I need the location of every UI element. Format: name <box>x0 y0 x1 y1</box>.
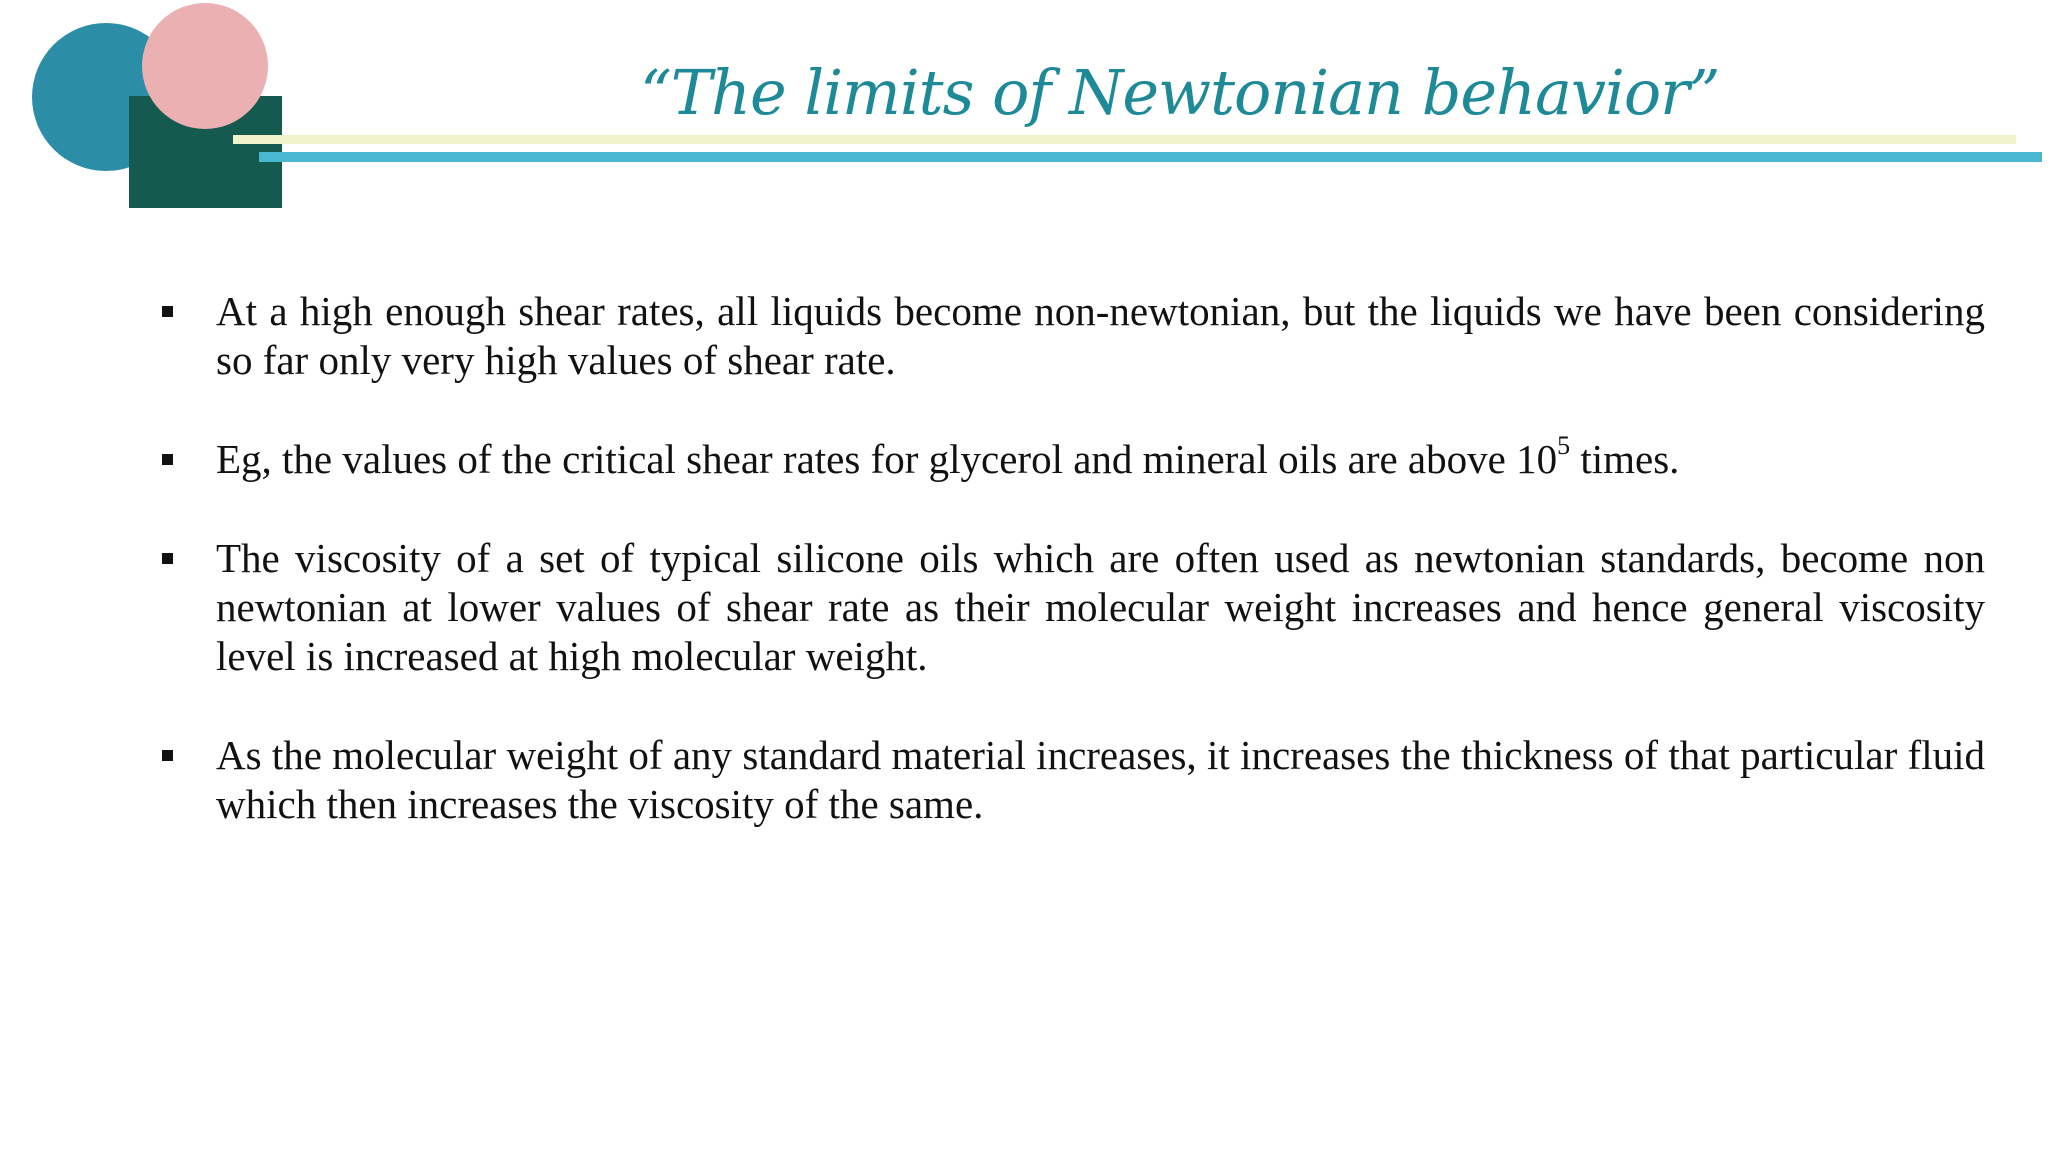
bullet-item <box>160 431 1985 484</box>
bullet-list <box>160 287 1985 879</box>
bullet-square-icon <box>162 306 173 317</box>
bullet-text: At a high enough shear rates, all liquids become non-newtonian, but the liquids we have been considering so far only very high values of shear rate. <box>216 288 1985 383</box>
slide-title: “The limits of Newtonian behavior” <box>640 56 1720 129</box>
bullet-text: The viscosity of a set of typical silicone oils which are often used as newtonian standards, become non newtonian at lower values of shear rate as their molecular weight increases and hence general viscosity level is increased at high molecular weight. <box>216 535 1985 679</box>
bullet-text: Eg, the values of the critical shear rates for glycerol and mineral oils are above 10 <box>216 436 1558 482</box>
bullet-text: As the molecular weight of any standard material increases, it increases the thickness of that particular fluid which then increases the viscosity of the same. <box>216 732 1985 827</box>
title-underline-cyan <box>259 152 2042 162</box>
bullet-item <box>160 287 1985 385</box>
bullet-square-icon <box>162 454 173 465</box>
bullet-square-icon <box>162 553 173 564</box>
bullet-item <box>160 731 1985 829</box>
title-underline-cream <box>233 135 2016 144</box>
bullet-item <box>160 534 1985 681</box>
bullet-square-icon <box>162 750 173 761</box>
bullet-superscript: 5 <box>1557 431 1571 461</box>
bullet-text-suffix: times. <box>1570 436 1680 482</box>
decorative-pink-circle <box>142 3 268 129</box>
